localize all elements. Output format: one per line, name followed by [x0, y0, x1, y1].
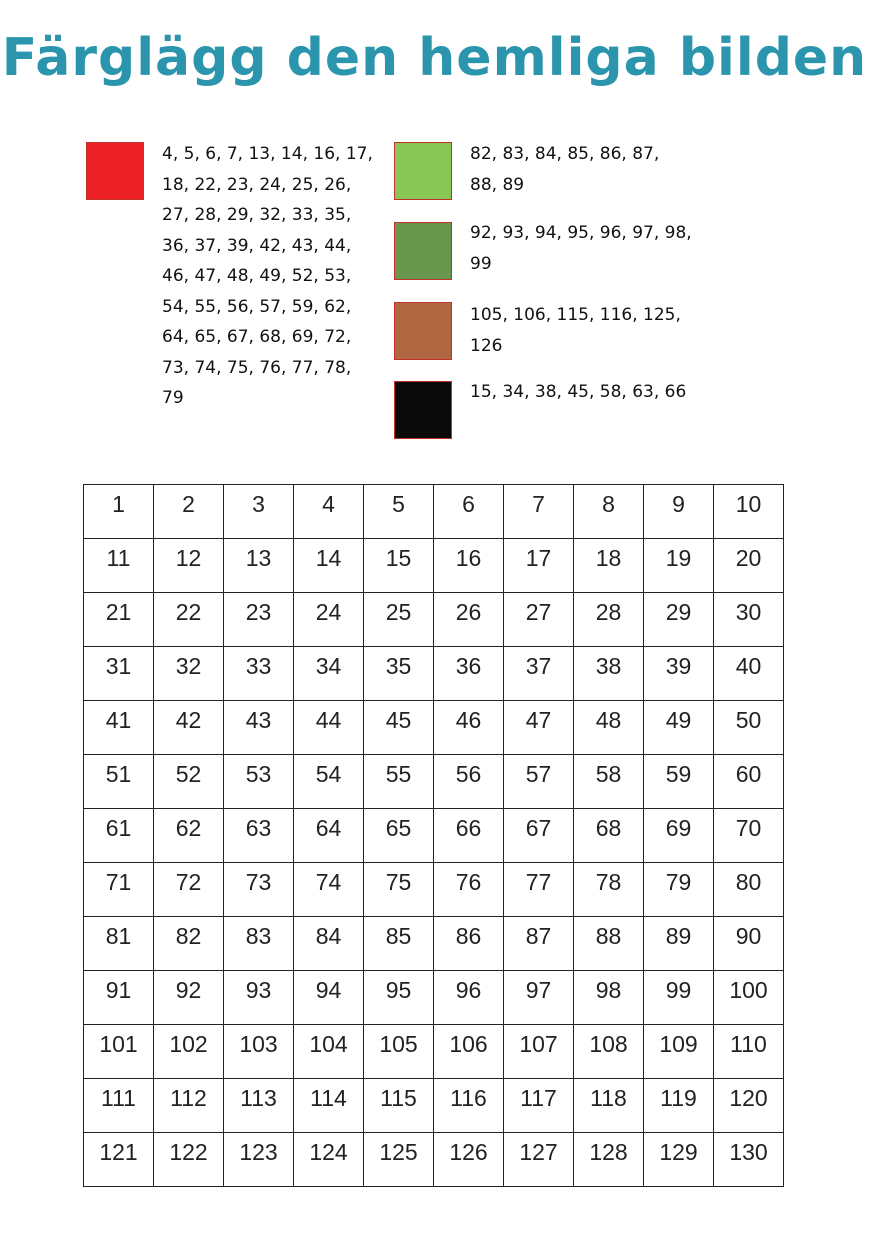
grid-cell[interactable]: 25	[364, 593, 434, 647]
grid-cell[interactable]: 22	[154, 593, 224, 647]
grid-cell[interactable]: 39	[644, 647, 714, 701]
grid-cell[interactable]: 79	[644, 863, 714, 917]
red-number-list: 4, 5, 6, 7, 13, 14, 16, 17, 18, 22, 23, 24, 25, 26, 27, 28, 29, 32, 33, 35, 36, 37, 39, 42, 43, 44, 46, 47, 48, 49, 52, 53, 54, 55, 56, 57, 59, 62, 64, 65, 67, 68, 69, 72, 73, 74, 75, 76, 77, 78, 79	[162, 144, 373, 408]
grid-cell[interactable]: 1	[84, 485, 154, 539]
grid-cell[interactable]: 93	[224, 971, 294, 1025]
grid-cell[interactable]: 15	[364, 539, 434, 593]
grid-cell[interactable]: 114	[294, 1079, 364, 1133]
grid-row	[84, 1133, 784, 1187]
grid-cell[interactable]: 119	[644, 1079, 714, 1133]
dark-green-number-list: 92, 93, 94, 95, 96, 97, 98, 99	[470, 223, 692, 274]
grid-cell[interactable]: 115	[364, 1079, 434, 1133]
grid-cell[interactable]: 103	[224, 1025, 294, 1079]
grid-cell[interactable]: 7	[504, 485, 574, 539]
grid-cell[interactable]: 23	[224, 593, 294, 647]
grid-cell[interactable]: 27	[504, 593, 574, 647]
grid-cell[interactable]: 56	[434, 755, 504, 809]
grid-cell[interactable]: 65	[364, 809, 434, 863]
number-grid	[83, 484, 784, 1187]
grid-cell[interactable]: 54	[294, 755, 364, 809]
grid-cell[interactable]: 99	[644, 971, 714, 1025]
grid-cell[interactable]: 52	[154, 755, 224, 809]
grid-cell[interactable]: 40	[714, 647, 784, 701]
grid-cell[interactable]: 118	[574, 1079, 644, 1133]
grid-cell[interactable]: 122	[154, 1133, 224, 1187]
grid-cell[interactable]: 47	[504, 701, 574, 755]
grid-cell[interactable]: 123	[224, 1133, 294, 1187]
grid-cell[interactable]: 120	[714, 1079, 784, 1133]
grid-cell[interactable]: 72	[154, 863, 224, 917]
grid-cell[interactable]: 110	[714, 1025, 784, 1079]
grid-cell[interactable]: 21	[84, 593, 154, 647]
grid-cell[interactable]: 109	[644, 1025, 714, 1079]
grid-cell[interactable]: 69	[644, 809, 714, 863]
brown-color-swatch	[394, 302, 452, 360]
grid-cell[interactable]: 70	[714, 809, 784, 863]
grid-cell[interactable]: 3	[224, 485, 294, 539]
grid-cell[interactable]: 117	[504, 1079, 574, 1133]
grid-row	[84, 809, 784, 863]
black-color-swatch	[394, 381, 452, 439]
grid-cell[interactable]: 80	[714, 863, 784, 917]
grid-row	[84, 971, 784, 1025]
grid-cell[interactable]: 8	[574, 485, 644, 539]
grid-cell[interactable]: 101	[84, 1025, 154, 1079]
grid-cell[interactable]: 33	[224, 647, 294, 701]
grid-cell[interactable]: 116	[434, 1079, 504, 1133]
grid-cell[interactable]: 49	[644, 701, 714, 755]
grid-cell[interactable]: 106	[434, 1025, 504, 1079]
grid-cell[interactable]: 26	[434, 593, 504, 647]
grid-cell[interactable]: 19	[644, 539, 714, 593]
grid-cell[interactable]: 68	[574, 809, 644, 863]
brown-number-list: 105, 106, 115, 116, 125, 126	[470, 305, 681, 356]
grid-cell[interactable]: 77	[504, 863, 574, 917]
grid-cell[interactable]: 74	[294, 863, 364, 917]
grid-cell[interactable]: 55	[364, 755, 434, 809]
grid-row	[84, 863, 784, 917]
grid-cell[interactable]: 13	[224, 539, 294, 593]
grid-cell[interactable]: 66	[434, 809, 504, 863]
grid-cell[interactable]: 107	[504, 1025, 574, 1079]
grid-cell[interactable]: 95	[364, 971, 434, 1025]
grid-cell[interactable]: 18	[574, 539, 644, 593]
grid-cell[interactable]: 112	[154, 1079, 224, 1133]
grid-cell[interactable]: 64	[294, 809, 364, 863]
grid-cell[interactable]: 108	[574, 1025, 644, 1079]
grid-cell[interactable]: 34	[294, 647, 364, 701]
grid-row	[84, 539, 784, 593]
grid-cell[interactable]: 58	[574, 755, 644, 809]
grid-cell[interactable]: 4	[294, 485, 364, 539]
grid-cell[interactable]: 90	[714, 917, 784, 971]
grid-cell[interactable]: 45	[364, 701, 434, 755]
grid-cell[interactable]: 11	[84, 539, 154, 593]
grid-cell[interactable]: 63	[224, 809, 294, 863]
grid-cell[interactable]: 37	[504, 647, 574, 701]
dark-green-color-swatch	[394, 222, 452, 280]
grid-cell[interactable]: 16	[434, 539, 504, 593]
grid-cell[interactable]: 14	[294, 539, 364, 593]
grid-cell[interactable]: 85	[364, 917, 434, 971]
grid-cell[interactable]: 111	[84, 1079, 154, 1133]
grid-row	[84, 485, 784, 539]
grid-cell[interactable]: 42	[154, 701, 224, 755]
grid-cell[interactable]: 62	[154, 809, 224, 863]
grid-cell[interactable]: 75	[364, 863, 434, 917]
grid-cell[interactable]: 29	[644, 593, 714, 647]
grid-cell[interactable]: 125	[364, 1133, 434, 1187]
grid-cell[interactable]: 105	[364, 1025, 434, 1079]
grid-cell[interactable]: 67	[504, 809, 574, 863]
grid-cell[interactable]: 2	[154, 485, 224, 539]
grid-cell[interactable]: 100	[714, 971, 784, 1025]
grid-cell[interactable]: 17	[504, 539, 574, 593]
grid-row	[84, 755, 784, 809]
grid-cell[interactable]: 28	[574, 593, 644, 647]
grid-cell[interactable]: 43	[224, 701, 294, 755]
grid-cell[interactable]: 53	[224, 755, 294, 809]
grid-cell[interactable]: 98	[574, 971, 644, 1025]
grid-cell[interactable]: 113	[224, 1079, 294, 1133]
grid-cell[interactable]: 24	[294, 593, 364, 647]
grid-cell[interactable]: 36	[434, 647, 504, 701]
grid-cell[interactable]: 44	[294, 701, 364, 755]
grid-cell[interactable]: 9	[644, 485, 714, 539]
light-green-number-list: 82, 83, 84, 85, 86, 87, 88, 89	[470, 144, 660, 195]
grid-cell[interactable]: 97	[504, 971, 574, 1025]
grid-cell[interactable]: 71	[84, 863, 154, 917]
grid-cell[interactable]: 128	[574, 1133, 644, 1187]
grid-cell[interactable]: 59	[644, 755, 714, 809]
grid-cell[interactable]: 35	[364, 647, 434, 701]
grid-cell[interactable]: 32	[154, 647, 224, 701]
grid-cell[interactable]: 91	[84, 971, 154, 1025]
grid-cell[interactable]: 10	[714, 485, 784, 539]
grid-cell[interactable]: 41	[84, 701, 154, 755]
grid-row	[84, 1025, 784, 1079]
page-title: Färglägg den hemliga bilden	[1, 28, 868, 88]
grid-cell[interactable]: 127	[504, 1133, 574, 1187]
grid-cell[interactable]: 60	[714, 755, 784, 809]
grid-row	[84, 917, 784, 971]
grid-row	[84, 647, 784, 701]
grid-cell[interactable]: 6	[434, 485, 504, 539]
grid-cell[interactable]: 81	[84, 917, 154, 971]
grid-cell[interactable]: 48	[574, 701, 644, 755]
grid-cell[interactable]: 57	[504, 755, 574, 809]
grid-row	[84, 593, 784, 647]
grid-row	[84, 701, 784, 755]
grid-cell[interactable]: 82	[154, 917, 224, 971]
grid-cell[interactable]: 92	[154, 971, 224, 1025]
grid-row	[84, 1079, 784, 1133]
grid-cell[interactable]: 89	[644, 917, 714, 971]
grid-cell[interactable]: 130	[714, 1133, 784, 1187]
grid-cell[interactable]: 94	[294, 971, 364, 1025]
grid-cell[interactable]: 96	[434, 971, 504, 1025]
light-green-color-swatch	[394, 142, 452, 200]
grid-cell[interactable]: 46	[434, 701, 504, 755]
grid-cell[interactable]: 73	[224, 863, 294, 917]
grid-cell[interactable]: 38	[574, 647, 644, 701]
grid-cell[interactable]: 102	[154, 1025, 224, 1079]
red-color-swatch	[86, 142, 144, 200]
grid-cell[interactable]: 50	[714, 701, 784, 755]
grid-cell[interactable]: 129	[644, 1133, 714, 1187]
black-number-list: 15, 34, 38, 45, 58, 63, 66	[470, 382, 687, 402]
grid-cell[interactable]: 83	[224, 917, 294, 971]
grid-cell[interactable]: 51	[84, 755, 154, 809]
grid-cell[interactable]: 86	[434, 917, 504, 971]
grid-cell[interactable]: 20	[714, 539, 784, 593]
grid-cell[interactable]: 88	[574, 917, 644, 971]
grid-cell[interactable]: 30	[714, 593, 784, 647]
grid-cell[interactable]: 31	[84, 647, 154, 701]
grid-cell[interactable]: 124	[294, 1133, 364, 1187]
grid-cell[interactable]: 121	[84, 1133, 154, 1187]
grid-cell[interactable]: 5	[364, 485, 434, 539]
grid-cell[interactable]: 12	[154, 539, 224, 593]
grid-cell[interactable]: 78	[574, 863, 644, 917]
grid-cell[interactable]: 61	[84, 809, 154, 863]
grid-cell[interactable]: 84	[294, 917, 364, 971]
grid-cell[interactable]: 87	[504, 917, 574, 971]
grid-cell[interactable]: 126	[434, 1133, 504, 1187]
grid-cell[interactable]: 104	[294, 1025, 364, 1079]
grid-cell[interactable]: 76	[434, 863, 504, 917]
